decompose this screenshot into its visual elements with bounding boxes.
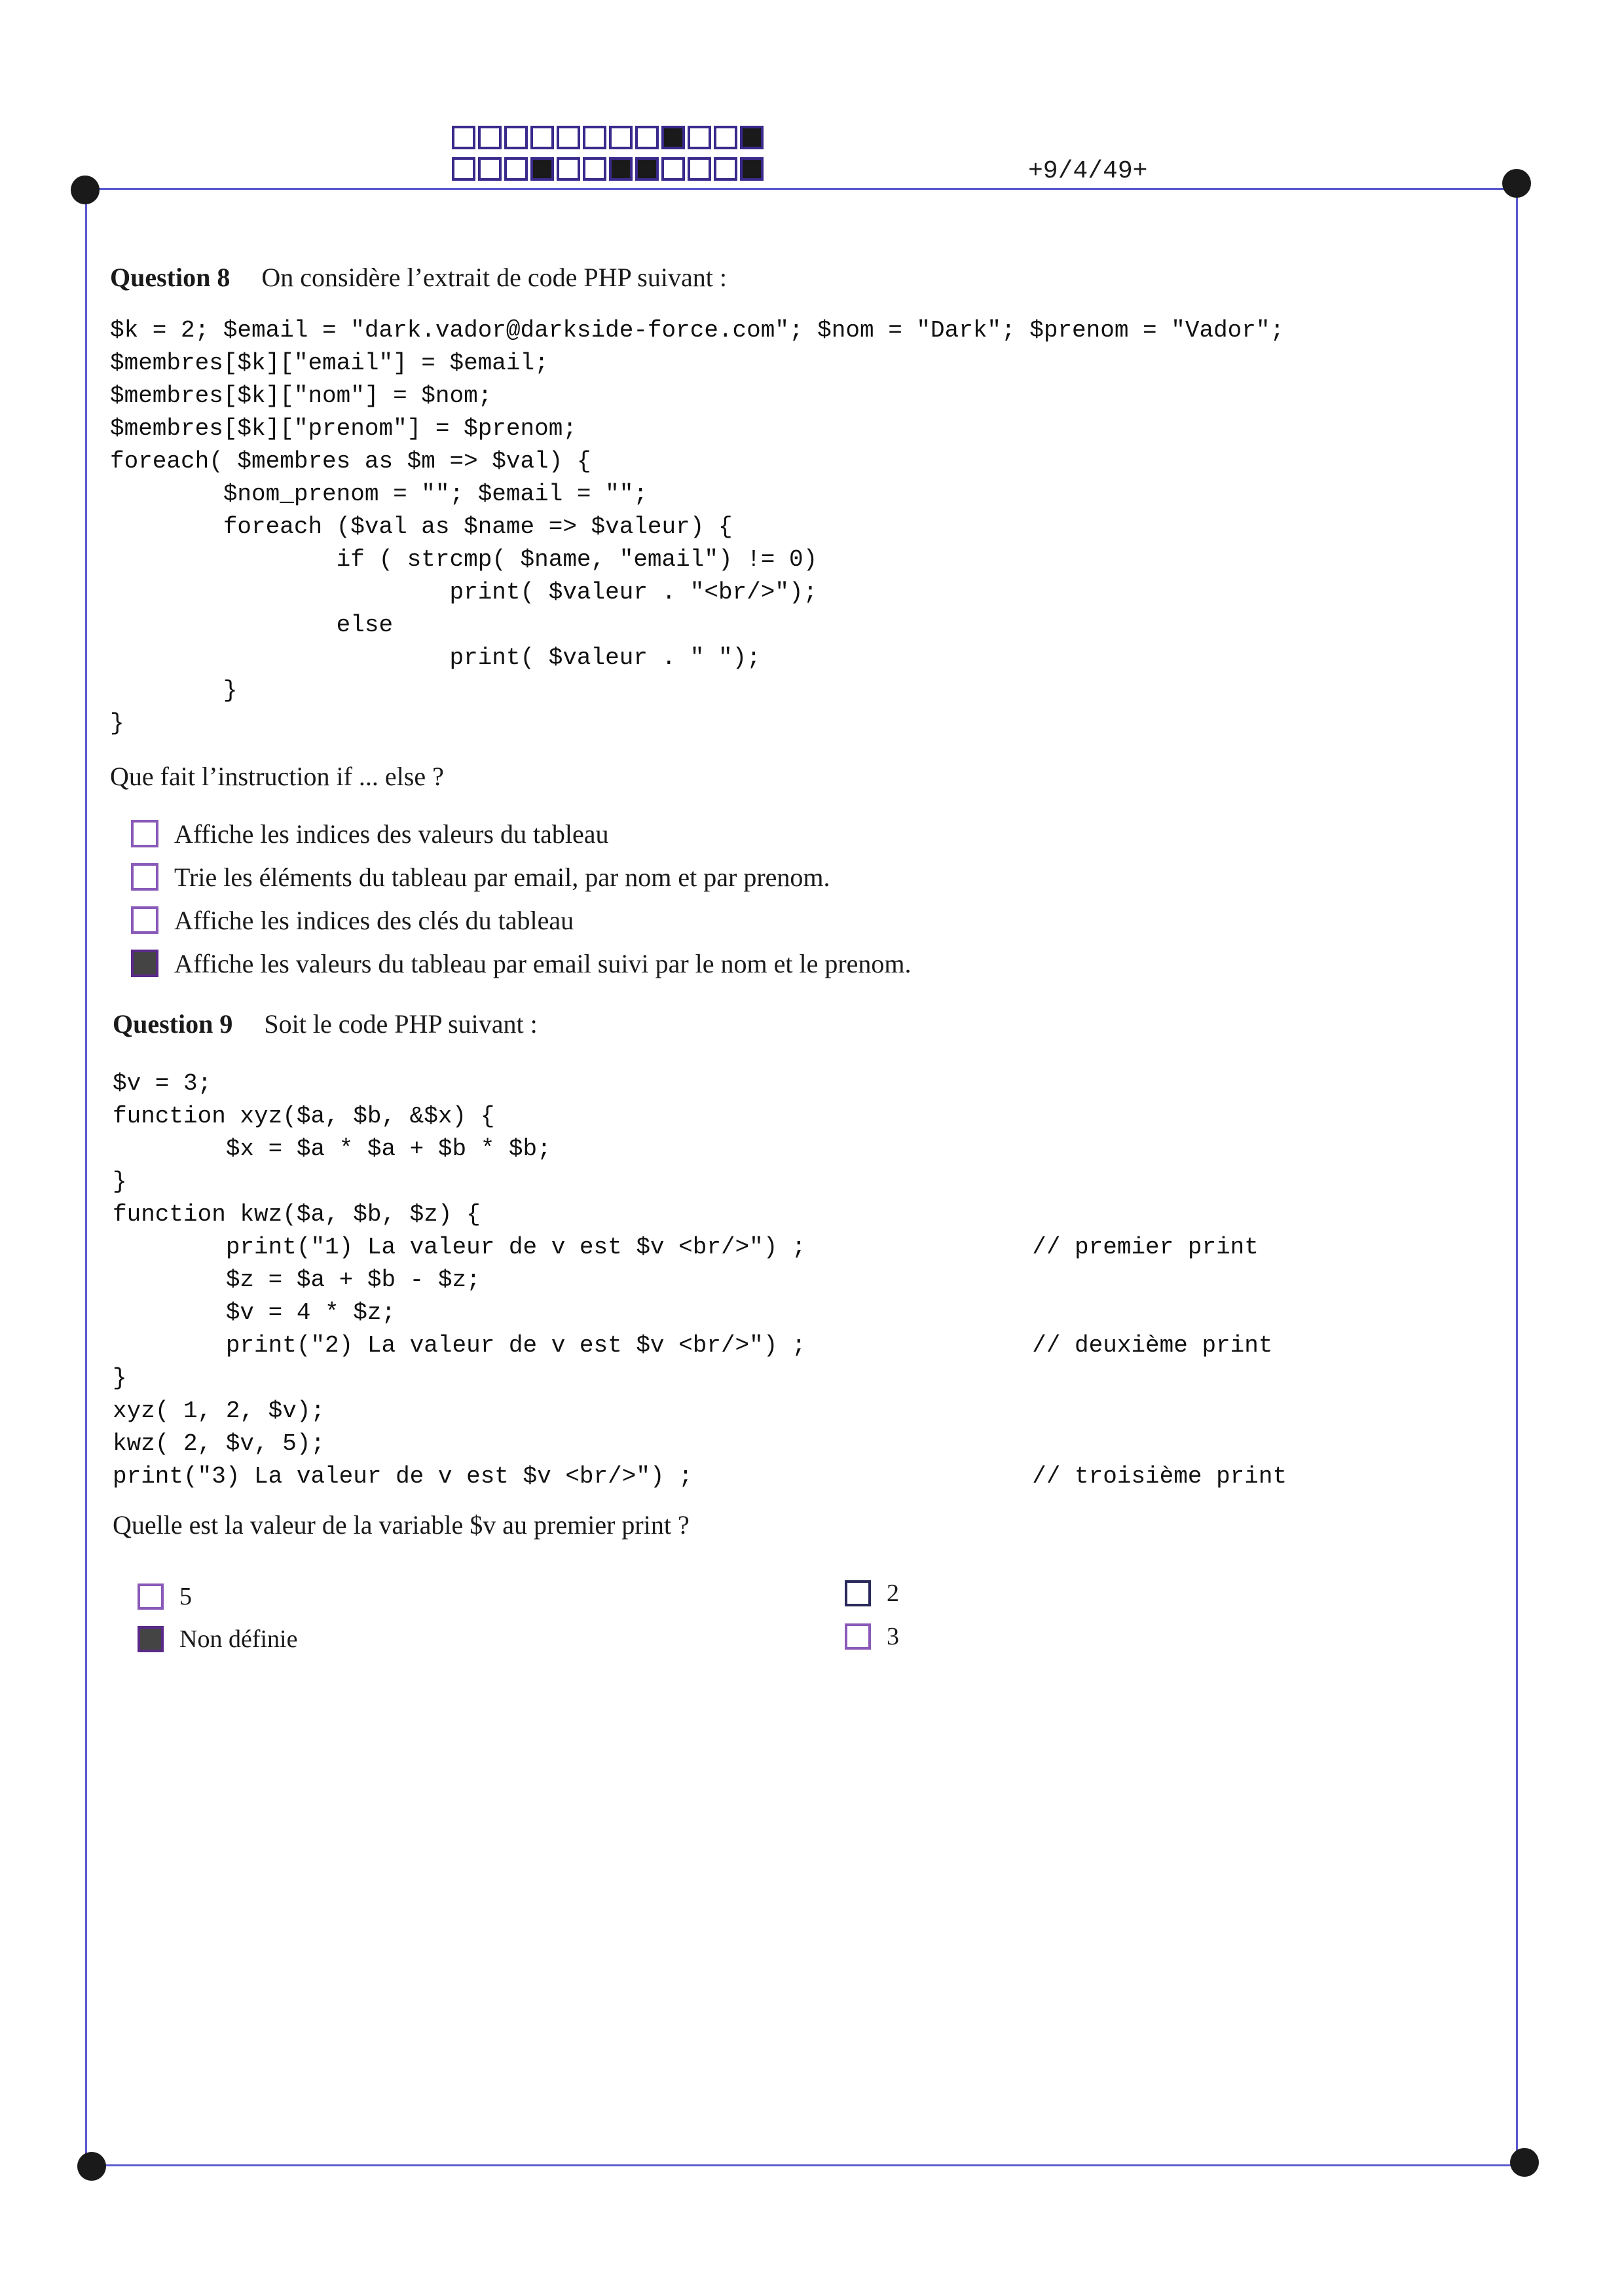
corner-mark-top-right: [1502, 169, 1531, 198]
barcode-cell: [452, 126, 475, 149]
option-label: 2: [887, 1580, 899, 1607]
corner-mark-bottom-right: [1510, 2148, 1539, 2177]
option-label: 5: [179, 1583, 192, 1610]
option-checkbox[interactable]: [138, 1583, 164, 1610]
answer-option[interactable]: [131, 812, 912, 855]
answer-checkbox[interactable]: [131, 906, 158, 934]
barcode-cell: [688, 157, 711, 181]
answer-label: Affiche les valeurs du tableau par email suivi par le nom et le prenom.: [174, 948, 912, 978]
barcode-cell: [714, 157, 737, 181]
frame-right-line: [1516, 183, 1518, 2168]
barcode-cell: [452, 157, 475, 181]
barcode-cell: [714, 126, 737, 149]
answer-option[interactable]: [131, 898, 912, 942]
option-label: 3: [887, 1623, 899, 1650]
frame-top-line: [85, 188, 1519, 190]
question-9-code: $v = 3; function xyz($a, $b, &$x) { $x = $a * $a + $b * $b; } function kwz($a, $b, $z) { print("1) La valeur de v est $v <br/>") ; // premier print $z = $a + $b - $z; $v = 4 * $z; print("2) La valeur de v est $v <br/>") ; // deuxième print } xyz( 1, 2, $v); kwz( 2, $v, 5); print("3) La valeur de v est $v <br/>") ; // troisième print: [113, 1070, 1287, 1490]
barcode-cell: [609, 126, 633, 149]
option-non-definie[interactable]: [138, 1618, 297, 1661]
frame-bottom-line: [92, 2164, 1526, 2166]
answer-option[interactable]: [131, 942, 912, 985]
option-label: Non définie: [179, 1625, 298, 1653]
question-intro: On considère l’extrait de code PHP suivant :: [261, 263, 727, 292]
barcode-cell: [635, 157, 659, 181]
question-intro: Soit le code PHP suivant :: [264, 1009, 538, 1039]
answer-label: Affiche les indices des valeurs du tableau: [174, 819, 609, 849]
question-8-heading: [110, 262, 727, 293]
barcode-cell: [557, 126, 580, 149]
answer-label: Affiche les indices des clés du tableau: [174, 905, 574, 935]
question-8-prompt: Que fait l’instruction if ... else ?: [110, 762, 444, 791]
barcode-cell: [740, 157, 764, 181]
barcode-cell: [530, 157, 554, 181]
barcode-row-2: [452, 157, 766, 181]
corner-mark-top-left: [71, 176, 100, 204]
answer-checkbox-checked[interactable]: [131, 950, 158, 977]
answer-option[interactable]: [131, 855, 912, 898]
barcode-cell: [504, 126, 528, 149]
barcode-cell: [583, 157, 606, 181]
barcode-cell: [478, 157, 502, 181]
question-number: Question 8: [110, 263, 231, 292]
barcode-row-1: [452, 126, 766, 149]
question-9-heading: [113, 1009, 538, 1039]
question-number: Question 9: [113, 1009, 233, 1039]
option-checkbox-checked[interactable]: [138, 1626, 164, 1652]
option-3[interactable]: [845, 1615, 899, 1658]
question-8-answers: [131, 812, 912, 985]
barcode-cell: [557, 157, 580, 181]
answer-checkbox[interactable]: [131, 863, 158, 891]
barcode-cell: [661, 157, 685, 181]
corner-mark-bottom-left: [77, 2152, 106, 2181]
barcode-cell: [688, 126, 711, 149]
question-8-code: $k = 2; $email = "dark.vador@darkside-force.com"; $nom = "Dark"; $prenom = "Vador"; $membres[$k]["email"] = $email; $membres[$k]["nom"] = $nom; $membres[$k]["prenom"] = $prenom; foreach( $membres as $m => $val) { $nom_prenom = ""; $email = ""; foreach ($val as $name => $valeur) { if ( strcmp( $name, "email") != 0) print( $valeur . "<br/>"); else print( $valeur . " "); } }: [110, 317, 1285, 737]
answer-checkbox[interactable]: [131, 820, 158, 847]
option-2[interactable]: [845, 1572, 899, 1615]
option-checkbox[interactable]: [845, 1580, 871, 1606]
barcode-cell: [661, 126, 685, 149]
option-5[interactable]: [138, 1575, 192, 1618]
barcode-cell: [635, 126, 659, 149]
page-identifier: +9/4/49+: [1028, 157, 1148, 185]
frame-left-line: [85, 188, 87, 2172]
barcode-cell: [609, 157, 633, 181]
barcode-cell: [530, 126, 554, 149]
barcode-cell: [478, 126, 502, 149]
answer-label: Trie les éléments du tableau par email, par nom et par prenom.: [174, 862, 830, 892]
barcode-cell: [740, 126, 764, 149]
option-checkbox[interactable]: [845, 1623, 871, 1650]
barcode-cell: [583, 126, 606, 149]
barcode-cell: [504, 157, 528, 181]
question-9-prompt: Quelle est la valeur de la variable $v au premier print ?: [113, 1510, 690, 1540]
